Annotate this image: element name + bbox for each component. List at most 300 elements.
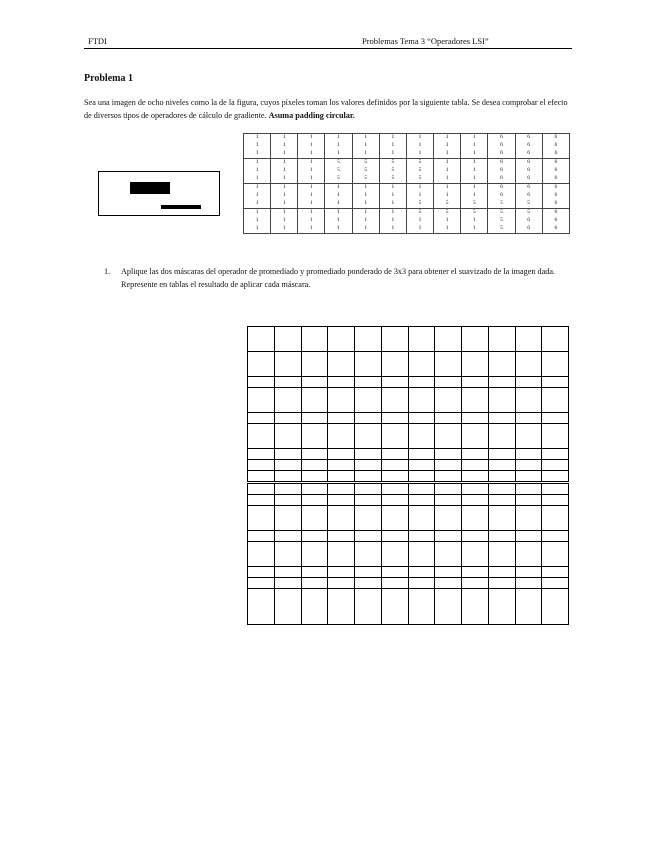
answer-cell[interactable] (542, 460, 569, 471)
answer-cell[interactable] (515, 506, 542, 531)
value-cell: 1 (434, 192, 461, 200)
value-cell: 1 (325, 134, 352, 143)
answer-cell[interactable] (435, 449, 462, 460)
answer-cell[interactable] (462, 388, 489, 413)
answer-cell[interactable] (301, 531, 328, 542)
value-cell: 1 (244, 217, 271, 225)
answer-cell[interactable] (248, 589, 275, 625)
answer-cell[interactable] (542, 471, 569, 482)
question-text: Aplique las dos máscaras del operador de promediado y promediado ponderado de 3x3 para obtener el suavizado de la imagen dada. Represente en tablas el resultado de aplicar cada máscara. (121, 267, 556, 289)
answer-cell[interactable] (381, 449, 408, 460)
value-cell: 6 (542, 225, 569, 234)
answer-cell[interactable] (381, 589, 408, 625)
value-cell: 5 (352, 175, 379, 184)
answer-cell[interactable] (408, 413, 435, 424)
answer-table-weighted (247, 483, 569, 625)
answer-cell[interactable] (408, 352, 435, 377)
value-cell: 1 (298, 192, 325, 200)
answer-cell[interactable] (274, 352, 301, 377)
answer-cell[interactable] (488, 495, 515, 506)
header-right: Problemas Tema 3 “Operadores LSI” (362, 36, 489, 46)
value-cell: 6 (542, 134, 569, 143)
answer-cell[interactable] (542, 495, 569, 506)
answer-cell[interactable] (328, 567, 355, 578)
value-cell: 1 (325, 225, 352, 234)
answer-cell[interactable] (274, 327, 301, 352)
answer-cell[interactable] (488, 589, 515, 625)
answer-cell[interactable] (328, 471, 355, 482)
values-row (244, 175, 570, 184)
answer-cell[interactable] (408, 589, 435, 625)
answer-cell[interactable] (355, 542, 382, 567)
answer-cell[interactable] (248, 327, 275, 352)
answer-cell[interactable] (542, 377, 569, 388)
answer-cell[interactable] (355, 352, 382, 377)
answer-cell[interactable] (328, 589, 355, 625)
answer-cell[interactable] (301, 578, 328, 589)
answer-cell[interactable] (515, 327, 542, 352)
answer-cell[interactable] (248, 506, 275, 531)
answer-cell[interactable] (381, 578, 408, 589)
value-cell: 1 (434, 225, 461, 234)
value-cell: 6 (542, 159, 569, 168)
answer-cell[interactable] (301, 449, 328, 460)
answer-cell[interactable] (248, 413, 275, 424)
answer-cell[interactable] (408, 471, 435, 482)
answer-cell[interactable] (328, 413, 355, 424)
answer-cell[interactable] (462, 327, 489, 352)
answer-cell[interactable] (515, 377, 542, 388)
answer-cell[interactable] (301, 460, 328, 471)
value-cell: 1 (461, 134, 488, 143)
answer-cell[interactable] (462, 567, 489, 578)
answer-cell[interactable] (328, 484, 355, 495)
answer-cell[interactable] (381, 531, 408, 542)
answer-cell[interactable] (515, 531, 542, 542)
value-cell: 6 (542, 200, 569, 209)
answer-cell[interactable] (274, 424, 301, 449)
answer-cell[interactable] (248, 578, 275, 589)
value-cell: 1 (298, 200, 325, 209)
answer-cell[interactable] (488, 471, 515, 482)
intro-text: Sea una imagen de ocho niveles como la de la figura, cuyos píxeles toman los valores definidos por la siguiente tabla. Se desea comprobar el efecto de diversos tipos de operadores de cálculo de gradiente. (84, 98, 568, 120)
answer-cell[interactable] (488, 352, 515, 377)
answer-cell[interactable] (462, 377, 489, 388)
answer-cell[interactable] (274, 377, 301, 388)
value-cell: 1 (379, 200, 406, 209)
answer-cell[interactable] (435, 424, 462, 449)
answer-cell[interactable] (515, 424, 542, 449)
answer-cell[interactable] (488, 531, 515, 542)
value-cell: 1 (406, 184, 433, 193)
answer-cell[interactable] (381, 460, 408, 471)
answer-cell[interactable] (381, 506, 408, 531)
value-cell: 1 (461, 184, 488, 193)
problem-intro (84, 97, 572, 122)
answer-cell[interactable] (301, 352, 328, 377)
value-cell: 1 (461, 142, 488, 150)
answer-cell[interactable] (355, 484, 382, 495)
values-row (244, 184, 570, 193)
value-cell: 1 (352, 192, 379, 200)
answer-cell[interactable] (301, 567, 328, 578)
value-cell: 1 (461, 225, 488, 234)
figure-block-upper (130, 182, 170, 194)
answer-cell[interactable] (328, 506, 355, 531)
answer-cell[interactable] (248, 531, 275, 542)
value-cell: 1 (271, 225, 298, 234)
answer-cell[interactable] (435, 589, 462, 625)
answer-cell[interactable] (301, 542, 328, 567)
answer-cell[interactable] (515, 578, 542, 589)
answer-cell[interactable] (301, 388, 328, 413)
value-cell: 5 (406, 209, 433, 218)
answer-cell[interactable] (408, 424, 435, 449)
value-cell: 1 (461, 150, 488, 159)
answer-cell[interactable] (274, 388, 301, 413)
value-cell: 5 (325, 175, 352, 184)
answer-cell[interactable] (408, 484, 435, 495)
answer-cell[interactable] (515, 589, 542, 625)
value-cell: 5 (461, 200, 488, 209)
answer-cell[interactable] (248, 449, 275, 460)
answer-cell[interactable] (435, 471, 462, 482)
answer-cell[interactable] (435, 388, 462, 413)
answer-cell[interactable] (274, 589, 301, 625)
answer-cell[interactable] (435, 578, 462, 589)
answer-cell[interactable] (274, 506, 301, 531)
answer-cell[interactable] (381, 542, 408, 567)
value-cell: 1 (352, 217, 379, 225)
value-cell: 6 (515, 175, 542, 184)
value-cell: 6 (542, 167, 569, 175)
answer-cell[interactable] (328, 449, 355, 460)
answer-cell[interactable] (274, 471, 301, 482)
answer-cell[interactable] (328, 388, 355, 413)
value-cell: 6 (488, 134, 515, 143)
answer-cell[interactable] (248, 424, 275, 449)
answer-cell[interactable] (274, 578, 301, 589)
answer-cell[interactable] (274, 567, 301, 578)
answer-cell[interactable] (462, 449, 489, 460)
answer-cell[interactable] (435, 567, 462, 578)
answer-cell[interactable] (301, 327, 328, 352)
answer-cell[interactable] (542, 506, 569, 531)
value-cell: 1 (352, 134, 379, 143)
answer-cell[interactable] (328, 377, 355, 388)
question-number: 1. (104, 267, 111, 276)
answer-cell[interactable] (301, 495, 328, 506)
answer-cell[interactable] (274, 449, 301, 460)
answer-cell[interactable] (515, 460, 542, 471)
answer-cell[interactable] (408, 327, 435, 352)
answer-cell[interactable] (274, 495, 301, 506)
answer-cell[interactable] (515, 388, 542, 413)
answer-row (248, 388, 569, 413)
value-cell: 1 (434, 159, 461, 168)
answer-cell[interactable] (408, 449, 435, 460)
value-cell: 1 (325, 200, 352, 209)
answer-cell[interactable] (462, 413, 489, 424)
answer-cell[interactable] (488, 567, 515, 578)
answer-cell[interactable] (274, 460, 301, 471)
answer-cell[interactable] (542, 484, 569, 495)
value-cell: 6 (542, 175, 569, 184)
answer-cell[interactable] (462, 460, 489, 471)
value-cell: 1 (325, 142, 352, 150)
answer-cell[interactable] (355, 460, 382, 471)
answer-cell[interactable] (435, 506, 462, 531)
answer-row (248, 377, 569, 388)
answer-cell[interactable] (248, 377, 275, 388)
value-cell: 1 (325, 217, 352, 225)
value-cell: 1 (271, 200, 298, 209)
answer-cell[interactable] (381, 377, 408, 388)
answer-cell[interactable] (328, 327, 355, 352)
values-row (244, 217, 570, 225)
value-cell: 1 (244, 225, 271, 234)
value-cell: 6 (515, 217, 542, 225)
answer-cell[interactable] (381, 352, 408, 377)
answer-cell[interactable] (488, 506, 515, 531)
answer-cell[interactable] (274, 484, 301, 495)
answer-cell[interactable] (488, 388, 515, 413)
answer-cell[interactable] (355, 589, 382, 625)
value-cell: 1 (244, 142, 271, 150)
answer-cell[interactable] (515, 495, 542, 506)
answer-cell[interactable] (488, 377, 515, 388)
answer-cell[interactable] (435, 352, 462, 377)
answer-cell[interactable] (301, 413, 328, 424)
answer-cell[interactable] (355, 471, 382, 482)
answer-cell[interactable] (542, 449, 569, 460)
value-cell: 6 (542, 209, 569, 218)
value-cell: 1 (352, 225, 379, 234)
value-cell: 5 (488, 209, 515, 218)
answer-cell[interactable] (515, 449, 542, 460)
value-cell: 1 (461, 159, 488, 168)
answer-cell[interactable] (301, 471, 328, 482)
answer-cell[interactable] (248, 352, 275, 377)
value-cell: 1 (298, 184, 325, 193)
value-cell: 1 (244, 192, 271, 200)
answer-cell[interactable] (274, 542, 301, 567)
answer-cell[interactable] (462, 578, 489, 589)
answer-cell[interactable] (542, 531, 569, 542)
answer-cell[interactable] (355, 506, 382, 531)
answer-cell[interactable] (435, 377, 462, 388)
answer-cell[interactable] (381, 424, 408, 449)
answer-cell[interactable] (488, 413, 515, 424)
answer-cell[interactable] (462, 542, 489, 567)
answer-cell[interactable] (328, 424, 355, 449)
value-cell: 5 (515, 209, 542, 218)
answer-cell[interactable] (408, 460, 435, 471)
answer-cell[interactable] (408, 388, 435, 413)
answer-cell[interactable] (542, 413, 569, 424)
answer-cell[interactable] (328, 460, 355, 471)
answer-cell[interactable] (462, 484, 489, 495)
answer-cell[interactable] (542, 327, 569, 352)
answer-cell[interactable] (381, 567, 408, 578)
answer-cell[interactable] (301, 424, 328, 449)
answer-cell[interactable] (408, 495, 435, 506)
answer-cell[interactable] (301, 506, 328, 531)
answer-cell[interactable] (542, 542, 569, 567)
value-cell: 1 (271, 175, 298, 184)
answer-cell[interactable] (328, 542, 355, 567)
value-cell: 6 (542, 192, 569, 200)
answer-cell[interactable] (435, 327, 462, 352)
answer-row (248, 424, 569, 449)
answer-cell[interactable] (355, 578, 382, 589)
value-cell: 5 (488, 200, 515, 209)
answer-cell[interactable] (248, 484, 275, 495)
answer-cell[interactable] (542, 352, 569, 377)
answer-cell[interactable] (435, 413, 462, 424)
answer-cell[interactable] (542, 424, 569, 449)
answer-cell[interactable] (355, 495, 382, 506)
answer-cell[interactable] (355, 424, 382, 449)
answer-row (248, 413, 569, 424)
answer-cell[interactable] (515, 471, 542, 482)
answer-cell[interactable] (248, 388, 275, 413)
answer-cell[interactable] (408, 531, 435, 542)
answer-cell[interactable] (462, 495, 489, 506)
value-cell: 6 (515, 184, 542, 193)
value-cell: 1 (298, 159, 325, 168)
answer-cell[interactable] (301, 589, 328, 625)
value-cell: 1 (406, 217, 433, 225)
answer-cell[interactable] (408, 506, 435, 531)
value-cell: 1 (434, 134, 461, 143)
answer-cell[interactable] (488, 542, 515, 567)
answer-cell[interactable] (462, 589, 489, 625)
answer-cell[interactable] (355, 531, 382, 542)
value-cell: 1 (244, 175, 271, 184)
value-cell: 1 (379, 134, 406, 143)
answer-cell[interactable] (515, 567, 542, 578)
answer-cell[interactable] (408, 567, 435, 578)
value-cell: 5 (325, 167, 352, 175)
value-cell: 1 (461, 167, 488, 175)
value-cell: 1 (406, 142, 433, 150)
answer-cell[interactable] (488, 449, 515, 460)
value-cell: 6 (542, 217, 569, 225)
answer-cell[interactable] (301, 484, 328, 495)
answer-cell[interactable] (408, 377, 435, 388)
value-cell: 5 (434, 200, 461, 209)
answer-row (248, 449, 569, 460)
value-cell: 1 (271, 209, 298, 218)
answer-cell[interactable] (328, 352, 355, 377)
answer-cell[interactable] (462, 471, 489, 482)
answer-cell[interactable] (515, 542, 542, 567)
values-row (244, 200, 570, 209)
answer-cell[interactable] (462, 424, 489, 449)
answer-cell[interactable] (462, 506, 489, 531)
value-cell: 1 (244, 159, 271, 168)
answer-cell[interactable] (488, 424, 515, 449)
answer-cell[interactable] (435, 460, 462, 471)
answer-cell[interactable] (381, 327, 408, 352)
answer-cell[interactable] (355, 388, 382, 413)
answer-cell[interactable] (274, 531, 301, 542)
answer-cell[interactable] (381, 484, 408, 495)
answer-cell[interactable] (381, 388, 408, 413)
answer-cell[interactable] (462, 352, 489, 377)
answer-cell[interactable] (355, 413, 382, 424)
value-cell: 1 (379, 209, 406, 218)
pixel-values-table (243, 133, 570, 234)
answer-cell[interactable] (542, 578, 569, 589)
answer-cell[interactable] (301, 377, 328, 388)
answer-cell[interactable] (274, 413, 301, 424)
answer-cell[interactable] (381, 413, 408, 424)
answer-cell[interactable] (462, 531, 489, 542)
value-cell: 1 (298, 142, 325, 150)
answer-cell[interactable] (381, 495, 408, 506)
answer-cell[interactable] (515, 352, 542, 377)
value-cell: 1 (461, 217, 488, 225)
answer-cell[interactable] (488, 578, 515, 589)
answer-cell[interactable] (248, 542, 275, 567)
answer-cell[interactable] (542, 567, 569, 578)
answer-cell[interactable] (435, 484, 462, 495)
answer-cell[interactable] (408, 542, 435, 567)
answer-cell[interactable] (248, 567, 275, 578)
answer-cell[interactable] (515, 484, 542, 495)
answer-cell[interactable] (435, 531, 462, 542)
value-cell: 1 (379, 150, 406, 159)
value-cell: 1 (379, 142, 406, 150)
values-row (244, 192, 570, 200)
answer-cell[interactable] (488, 327, 515, 352)
values-row (244, 142, 570, 150)
answer-cell[interactable] (355, 567, 382, 578)
value-cell: 6 (515, 192, 542, 200)
value-cell: 5 (379, 175, 406, 184)
answer-cell[interactable] (542, 388, 569, 413)
answer-cell[interactable] (542, 589, 569, 625)
answer-cell[interactable] (488, 484, 515, 495)
answer-cell[interactable] (355, 449, 382, 460)
answer-row (248, 542, 569, 567)
value-cell: 6 (542, 142, 569, 150)
answer-cell[interactable] (248, 495, 275, 506)
answer-cell[interactable] (381, 471, 408, 482)
value-cell: 1 (379, 184, 406, 193)
answer-cell[interactable] (355, 327, 382, 352)
value-cell: 1 (325, 192, 352, 200)
answer-cell[interactable] (488, 460, 515, 471)
answer-cell[interactable] (248, 471, 275, 482)
value-cell: 5 (406, 175, 433, 184)
answer-cell[interactable] (328, 578, 355, 589)
answer-cell[interactable] (328, 495, 355, 506)
answer-cell[interactable] (355, 377, 382, 388)
answer-cell[interactable] (435, 542, 462, 567)
answer-cell[interactable] (248, 460, 275, 471)
value-cell: 1 (271, 159, 298, 168)
value-cell: 5 (352, 159, 379, 168)
answer-cell[interactable] (408, 578, 435, 589)
answer-cell[interactable] (328, 531, 355, 542)
answer-cell[interactable] (515, 413, 542, 424)
answer-cell[interactable] (435, 495, 462, 506)
value-cell: 1 (271, 192, 298, 200)
value-cell: 5 (406, 167, 433, 175)
